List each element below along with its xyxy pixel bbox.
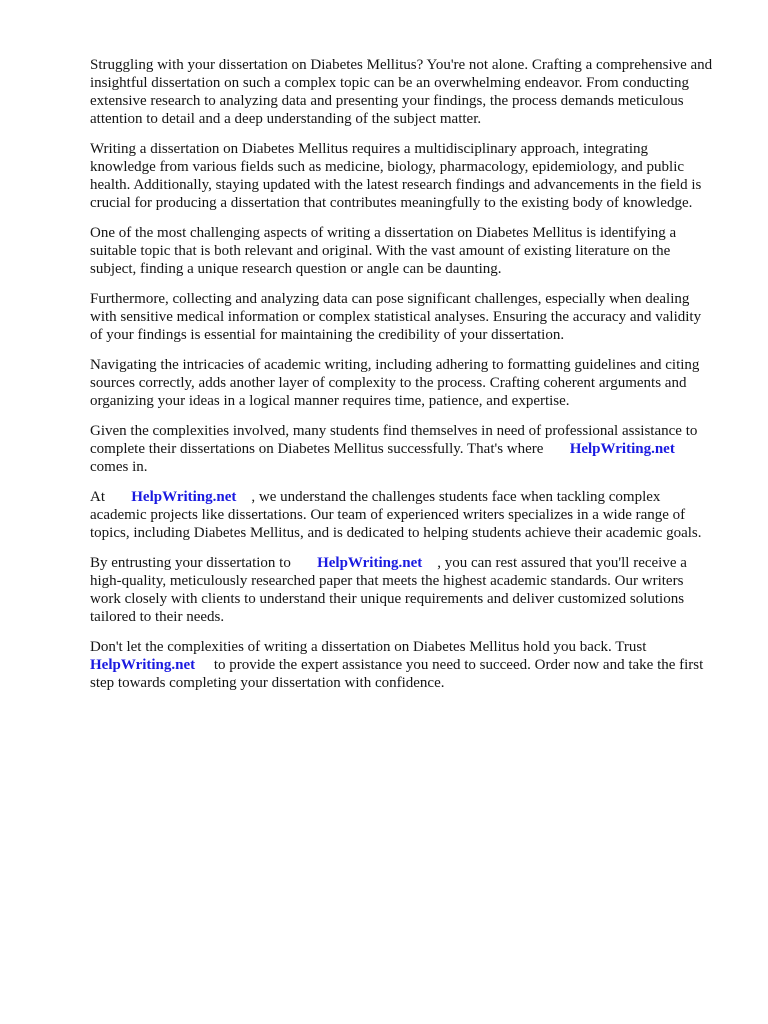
paragraph-text: At: [90, 489, 132, 505]
paragraph: [90, 140, 714, 212]
paragraph: [90, 56, 714, 128]
paragraph: [90, 422, 714, 476]
paragraph-text: By entrusting your dissertation to: [90, 555, 318, 571]
helpwriting-link[interactable]: HelpWriting.net: [317, 555, 423, 571]
paragraph-text: Don't let the complexities of writing a dissertation on Diabetes Mellitus hold you back. Trust: [90, 639, 647, 655]
helpwriting-link[interactable]: HelpWriting.net: [131, 489, 237, 505]
paragraph-text: Struggling with your dissertation on Diabetes Mellitus? You're not alone. Crafting a comprehensive and insightful dissertation on such a complex topic can be an overwhelming endeavor. From conducting extensive research to analyzing data and presenting your findings, the process demands meticulous attention to detail and a deep understanding of the subject matter.: [90, 57, 713, 127]
paragraph-text: Furthermore, collecting and analyzing data can pose significant challenges, especially when dealing with sensitive medical information or complex statistical analyses. Ensuring the accuracy and validity of your findings is essential for maintaining the credibility of your dissertation.: [90, 291, 702, 343]
helpwriting-link[interactable]: HelpWriting.net: [569, 441, 675, 457]
paragraph: [90, 224, 714, 278]
document-text: [90, 56, 714, 704]
paragraph: [90, 554, 714, 626]
paragraph-text: to provide the expert assistance you need to succeed. Order now and take the first step towards completing your dissertation with confidence.: [90, 657, 704, 691]
helpwriting-link[interactable]: HelpWriting.net: [90, 657, 196, 673]
paragraph: [90, 356, 714, 410]
paragraph-text: Writing a dissertation on Diabetes Mellitus requires a multidisciplinary approach, integrating knowledge from various fields such as medicine, biology, pharmacology, epidemiology, and public health. Additionally, staying updated with the latest research findings and advancements in the field is crucial for producing a dissertation that contributes meaningfully to the existing body of knowledge.: [90, 141, 702, 211]
paragraph-text: , we understand the challenges students face when tackling complex academic projects like dissertations. Our team of experienced writers specializes in a wide range of topics, including Diabetes Mellitus, and is dedicated to helping students achieve their academic goals.: [90, 489, 702, 541]
paragraph: [90, 638, 714, 692]
paragraph-text: comes in.: [90, 459, 148, 475]
paragraph: [90, 488, 714, 542]
paragraph-text: , you can rest assured that you'll receive a high-quality, meticulously researched paper that meets the highest academic standards. Our writers work closely with clients to understand their unique requirements and deliver customized solutions tailored to their needs.: [90, 555, 687, 625]
paragraph-text: One of the most challenging aspects of writing a dissertation on Diabetes Mellitus is identifying a suitable topic that is both relevant and original. With the vast amount of existing literature on the subject, finding a unique research question or angle can be daunting.: [90, 225, 677, 277]
paragraph: [90, 290, 714, 344]
paragraph-text: Navigating the intricacies of academic writing, including adhering to formatting guidelines and citing sources correctly, adds another layer of complexity to the process. Crafting coherent arguments and organizing your ideas in a logical manner requires time, patience, and expertise.: [90, 357, 700, 409]
paragraph-text: Given the complexities involved, many students find themselves in need of professional assistance to complete their dissertations on Diabetes Mellitus successfully. That's where: [90, 423, 698, 457]
